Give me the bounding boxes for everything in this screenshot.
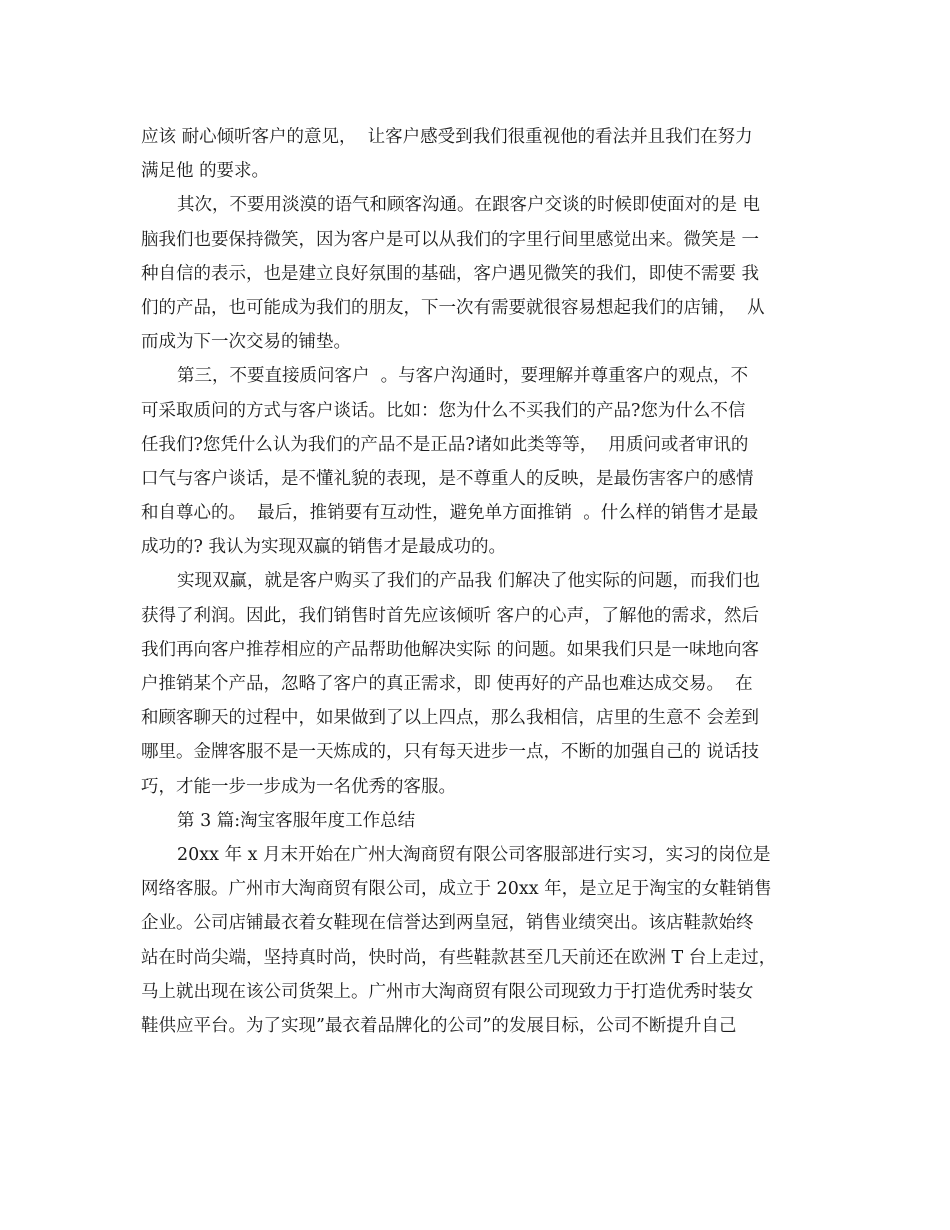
paragraph-start: 实现双赢，就是客户购买了我们的产品我 们解决了他实际的问题，而我们也 bbox=[177, 571, 761, 592]
text-line: 脑我们也要保持微笑，因为客户是可以从我们的字里行间里感觉出来。微笑是 一 bbox=[141, 229, 760, 250]
text-line: 应该 耐心倾听客户的意见， 让客户感受到我们很重视他的看法并且我们在努力 bbox=[141, 127, 753, 147]
text-line: 巧，才能一步一步成为一名优秀的客服。 bbox=[141, 776, 456, 797]
paragraph-start: 第三，不要直接质问客户 。与客户沟通时，要理解并尊重客户的观点，不 bbox=[177, 366, 749, 387]
text-line: 任我们?您凭什么认为我们的产品不是正品?诸如此类等等， 用质问或者审讯的 bbox=[141, 434, 749, 455]
text-line: 站在时尚尖端，坚持真时尚，快时尚，有些鞋款甚至几天前还在欧洲 T 台上走过， bbox=[141, 947, 777, 968]
text-line: 种自信的表示，也是建立良好氛围的基础，客户遇见微笑的我们，即使不需要 我 bbox=[141, 263, 760, 284]
text-line: 成功的? 我认为实现双赢的销售才是最成功的。 bbox=[141, 537, 506, 558]
text-line: 而成为下一次交易的铺垫。 bbox=[141, 332, 351, 353]
text-line: 网络客服。广州市大淘商贸有限公司，成立于 20xx 年，是立足于淘宝的女鞋销售 bbox=[141, 879, 772, 900]
text-line: 们的产品，也可能成为我们的朋友，下一次有需要就很容易想起我们的店铺， 从 bbox=[141, 297, 765, 318]
text-line: 户推销某个产品，忽略了客户的真正需求，即 使再好的产品也难达成交易。 在 bbox=[141, 674, 753, 694]
paragraph-start: 其次，不要用淡漠的语气和顾客沟通。在跟客户交谈的时候即使面对的是 电 bbox=[177, 195, 761, 216]
text-line: 马上就出现在该公司货架上。广州市大淘商贸有限公司现致力于打造优秀时装女 bbox=[141, 981, 754, 1002]
text-line: 我们再向客户推荐相应的产品帮助他解决实际 的问题。如果我们只是一味地向客 bbox=[141, 639, 760, 660]
text-line: 可采取质问的方式与客户谈话。比如：您为什么不买我们的产品?您为什么不信 bbox=[141, 400, 746, 421]
text-line: 口气与客户谈话，是不懂礼貌的表现，是不尊重人的反映，是最伤害客户的感情 bbox=[141, 468, 754, 489]
text-line: 鞋供应平台。为了实现”最衣着品牌化的公司”的发展目标，公司不断提升自己 bbox=[141, 1015, 737, 1036]
text-line: 获得了利润。因此，我们销售时首先应该倾听 客户的心声，了解他的需求，然后 bbox=[141, 605, 760, 626]
text-line: 哪里。金牌客服不是一天炼成的，只有每天进步一点，不断的加强自己的 说话技 bbox=[141, 742, 760, 763]
text-line: 和顾客聊天的过程中，如果做到了以上四点，那么我相信，店里的生意不 会差到 bbox=[141, 708, 760, 729]
section-heading: 第 3 篇:淘宝客服年度工作总结 bbox=[177, 810, 416, 831]
text-line: 企业。公司店铺最衣着女鞋现在信誉达到两皇冠，销售业绩突出。该店鞋款始终 bbox=[141, 913, 754, 934]
text-line: 和自尊心的。 最后，推销要有互动性，避免单方面推销 。什么样的销售才是最 bbox=[141, 503, 759, 524]
text-line: 满足他 的要求。 bbox=[141, 161, 270, 182]
paragraph-start: 20xx 年 x 月末开始在广州大淘商贸有限公司客服部进行实习，实习的岗位是 bbox=[177, 844, 771, 865]
document-body bbox=[141, 120, 821, 1043]
